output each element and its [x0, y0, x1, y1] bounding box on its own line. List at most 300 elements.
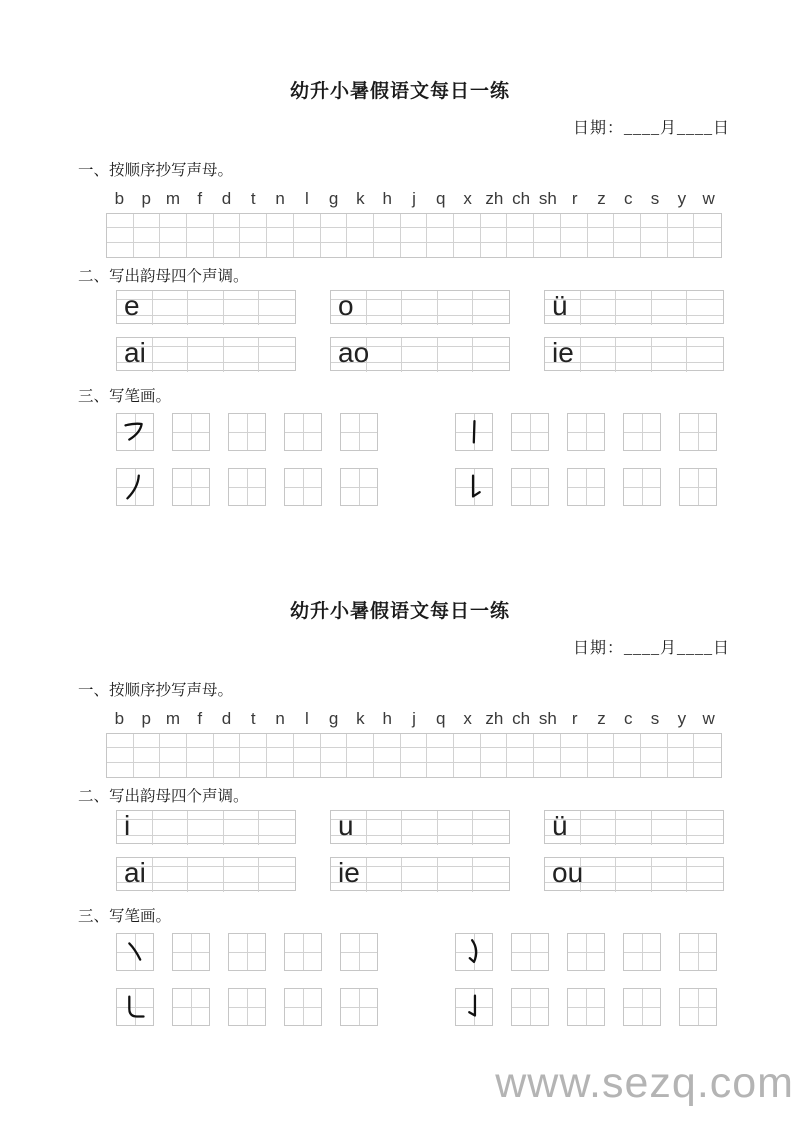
grid-cell [134, 214, 161, 228]
grid-cell [454, 228, 481, 242]
grid-cell [614, 763, 641, 777]
grid-cell [214, 748, 241, 762]
grid-cell [214, 763, 241, 777]
grid-cell [694, 243, 721, 257]
grid-cell [153, 867, 189, 883]
grid-cell [438, 883, 474, 892]
grid-cell [641, 763, 668, 777]
stroke-practice-box [116, 468, 154, 506]
grid-cell [240, 243, 267, 257]
stroke-practice-box [340, 988, 378, 1026]
stroke-box-group [116, 468, 378, 506]
initial-letter: l [304, 189, 309, 208]
grid-cell [401, 228, 428, 242]
grid-cell [321, 748, 348, 762]
grid-cell [581, 316, 617, 325]
stroke-practice-box [340, 468, 378, 506]
stroke-practice-box [284, 468, 322, 506]
grid-cell [367, 300, 403, 316]
grid-cell [438, 867, 474, 883]
grid-cell [687, 883, 723, 892]
grid-cell [187, 748, 214, 762]
grid-cell [259, 867, 295, 883]
grid-cell [652, 338, 688, 347]
grid-cell [153, 347, 189, 363]
grid-cell [153, 338, 189, 347]
grid-cell [561, 734, 588, 748]
grid-cell [616, 883, 652, 892]
initial-letter: b [114, 709, 125, 728]
grid-cell [294, 748, 321, 762]
stroke-practice-box [340, 413, 378, 451]
initial-letter: n [275, 709, 285, 728]
grid-cell [534, 734, 561, 748]
grid-cell [616, 858, 652, 867]
stroke-practice-row [0, 413, 800, 451]
grid-cell [259, 363, 295, 372]
vowel-grid-row [0, 290, 800, 324]
grid-cell [507, 734, 534, 748]
grid-cell [160, 228, 187, 242]
grid-cell [652, 363, 688, 372]
grid-cell [107, 734, 134, 748]
grid-cell [224, 867, 260, 883]
grid-cell [616, 820, 652, 836]
grid-cell [616, 300, 652, 316]
initial-letter: m [165, 709, 181, 728]
grid-cell [652, 300, 688, 316]
initial-letter: zh [485, 189, 504, 208]
grid-cell [294, 763, 321, 777]
date-blank-line: 日期：____月____日 [572, 640, 730, 657]
grid-cell [267, 243, 294, 257]
grid-cell [438, 811, 474, 820]
grid-cell [224, 347, 260, 363]
initial-letter: p [141, 189, 151, 208]
grid-cell [224, 291, 260, 300]
grid-cell [652, 836, 688, 845]
grid-cell [367, 338, 403, 347]
grid-cell [687, 820, 723, 836]
grid-cell [473, 363, 509, 372]
grid-cell [534, 763, 561, 777]
vowel-label: u [338, 810, 354, 841]
grid-cell [581, 291, 617, 300]
initials-letter-row [106, 708, 722, 730]
grid-cell [367, 867, 403, 883]
pinyin-four-line-grid [116, 857, 296, 891]
initial-letter: s [650, 189, 660, 208]
grid-cell [347, 243, 374, 257]
section2-label: 二、写出韵母四个声调。 [78, 788, 249, 805]
initial-letter: q [436, 189, 446, 208]
grid-cell [668, 214, 695, 228]
initial-letter: z [597, 189, 606, 208]
grid-cell [641, 748, 668, 762]
grid-cell [694, 763, 721, 777]
stroke-practice-box [511, 988, 549, 1026]
grid-cell [454, 214, 481, 228]
grid-cell [153, 300, 189, 316]
grid-cell [588, 243, 615, 257]
grid-cell [616, 363, 652, 372]
grid-cell [687, 300, 723, 316]
grid-cell [454, 734, 481, 748]
grid-cell [321, 214, 348, 228]
grid-cell [134, 748, 161, 762]
initial-letter: ch [512, 709, 531, 728]
stroke-practice-box [679, 468, 717, 506]
grid-cell [224, 300, 260, 316]
grid-cell [187, 243, 214, 257]
grid-cell [561, 214, 588, 228]
grid-cell [187, 734, 214, 748]
grid-cell [687, 836, 723, 845]
stroke-practice-box [679, 413, 717, 451]
grid-cell [367, 811, 403, 820]
vowel-label: ao [338, 337, 370, 368]
stroke-practice-box [623, 988, 661, 1026]
grid-cell [240, 748, 267, 762]
grid-cell [534, 243, 561, 257]
stroke-practice-box [172, 988, 210, 1026]
initials-practice-grid [106, 733, 722, 778]
grid-cell [473, 836, 509, 845]
initial-letter: z [597, 709, 606, 728]
grid-cell [214, 228, 241, 242]
grid-cell [117, 836, 153, 845]
grid-cell [367, 347, 403, 363]
grid-cell [438, 316, 474, 325]
grid-cell [687, 338, 723, 347]
shuti-stroke-icon [456, 469, 492, 505]
grid-cell [402, 836, 438, 845]
initial-letter: f [197, 189, 203, 208]
initial-letter: p [141, 709, 151, 728]
initial-letter: l [304, 709, 309, 728]
initial-letter: t [250, 189, 256, 208]
grid-cell [259, 291, 295, 300]
vowel-grid-row [0, 810, 800, 844]
stroke-practice-box [567, 413, 605, 451]
grid-cell [187, 228, 214, 242]
stroke-practice-box [623, 413, 661, 451]
date-blank-line: 日期：____月____日 [572, 120, 730, 137]
grid-cell [588, 748, 615, 762]
grid-cell [188, 820, 224, 836]
grid-cell [153, 858, 189, 867]
grid-cell [687, 316, 723, 325]
initial-letter: b [114, 189, 125, 208]
initial-letter: c [624, 189, 633, 208]
grid-cell [652, 820, 688, 836]
vowel-grid-row [0, 857, 800, 891]
grid-cell [581, 867, 617, 883]
grid-cell [438, 300, 474, 316]
grid-cell [188, 291, 224, 300]
dian-stroke-icon [117, 934, 153, 970]
vowel-label: o [338, 290, 354, 321]
grid-cell [481, 734, 508, 748]
grid-cell [561, 748, 588, 762]
grid-cell [134, 243, 161, 257]
grid-cell [259, 811, 295, 820]
stroke-practice-box [228, 933, 266, 971]
grid-cell [652, 858, 688, 867]
grid-cell [401, 243, 428, 257]
initial-letter: w [702, 709, 715, 728]
pie-stroke-icon [117, 469, 153, 505]
grid-cell [614, 214, 641, 228]
grid-cell [581, 820, 617, 836]
grid-cell [367, 836, 403, 845]
grid-cell [153, 811, 189, 820]
vowel-label: ai [124, 337, 146, 368]
grid-cell [438, 338, 474, 347]
initial-letter: g [328, 189, 339, 208]
grid-cell [534, 214, 561, 228]
initial-letter: d [221, 189, 232, 208]
grid-cell [259, 883, 295, 892]
grid-cell [153, 316, 189, 325]
grid-cell [401, 748, 428, 762]
initial-letter: y [677, 189, 687, 208]
pinyin-four-line-grid [116, 337, 296, 371]
grid-cell [616, 347, 652, 363]
grid-cell [588, 214, 615, 228]
pinyin-four-line-grid [544, 810, 724, 844]
stroke-box-group [455, 933, 717, 971]
grid-cell [616, 867, 652, 883]
vowel-label: e [124, 290, 140, 321]
stroke-practice-box [455, 933, 493, 971]
grid-cell [224, 316, 260, 325]
initial-letter: m [165, 189, 181, 208]
grid-cell [374, 763, 401, 777]
grid-cell [668, 228, 695, 242]
grid-cell [614, 734, 641, 748]
hengpie-stroke-icon [117, 414, 153, 450]
grid-cell [107, 228, 134, 242]
pinyin-four-line-grid [330, 337, 510, 371]
grid-cell [402, 300, 438, 316]
vowel-label: ie [552, 337, 574, 368]
grid-cell [294, 734, 321, 748]
stroke-practice-box [172, 413, 210, 451]
stroke-practice-box [567, 933, 605, 971]
grid-cell [294, 214, 321, 228]
grid-cell [687, 363, 723, 372]
grid-cell [153, 291, 189, 300]
grid-cell [224, 883, 260, 892]
grid-cell [347, 734, 374, 748]
grid-cell [374, 214, 401, 228]
grid-cell [614, 228, 641, 242]
grid-cell [616, 836, 652, 845]
grid-cell [438, 858, 474, 867]
grid-cell [374, 734, 401, 748]
grid-cell [188, 300, 224, 316]
grid-cell [160, 214, 187, 228]
grid-cell [561, 243, 588, 257]
grid-cell [581, 363, 617, 372]
stroke-practice-box [455, 468, 493, 506]
stroke-practice-box [623, 933, 661, 971]
vowel-label: ü [552, 810, 568, 841]
grid-cell [454, 763, 481, 777]
grid-cell [224, 363, 260, 372]
grid-cell [240, 214, 267, 228]
grid-cell [367, 291, 403, 300]
grid-cell [427, 214, 454, 228]
grid-cell [259, 347, 295, 363]
pinyin-four-line-grid [330, 290, 510, 324]
initial-letter: g [328, 709, 339, 728]
stroke-box-group [116, 988, 378, 1026]
stroke-practice-box [116, 988, 154, 1026]
initial-letter: j [412, 709, 416, 728]
grid-cell [534, 228, 561, 242]
grid-cell [259, 300, 295, 316]
initial-letter: sh [538, 709, 557, 728]
grid-cell [507, 748, 534, 762]
initial-letter: k [356, 189, 365, 208]
initial-letter: zh [485, 709, 504, 728]
grid-cell [481, 748, 508, 762]
grid-cell [668, 243, 695, 257]
grid-cell [687, 291, 723, 300]
grid-cell [687, 867, 723, 883]
grid-cell [687, 858, 723, 867]
pinyin-four-line-grid [116, 290, 296, 324]
grid-cell [224, 858, 260, 867]
grid-cell [188, 883, 224, 892]
grid-cell [581, 836, 617, 845]
initial-letter: x [463, 709, 472, 728]
initial-letter: h [382, 189, 392, 208]
grid-cell [581, 300, 617, 316]
grid-cell [641, 734, 668, 748]
initial-letter: y [677, 709, 687, 728]
grid-cell [438, 363, 474, 372]
grid-cell [107, 214, 134, 228]
grid-cell [187, 763, 214, 777]
initial-letter: n [275, 189, 285, 208]
initial-letter: x [463, 189, 472, 208]
grid-cell [473, 867, 509, 883]
grid-cell [259, 836, 295, 845]
pinyin-four-line-grid [330, 810, 510, 844]
initial-letter: q [436, 709, 446, 728]
grid-cell [188, 858, 224, 867]
grid-cell [107, 748, 134, 762]
grid-cell [561, 228, 588, 242]
grid-cell [367, 883, 403, 892]
vowel-label: i [124, 810, 131, 841]
grid-cell [641, 228, 668, 242]
grid-cell [224, 338, 260, 347]
grid-cell [224, 811, 260, 820]
stroke-practice-box [511, 468, 549, 506]
pinyin-four-line-grid [330, 857, 510, 891]
grid-cell [438, 347, 474, 363]
grid-cell [588, 763, 615, 777]
grid-cell [614, 243, 641, 257]
grid-cell [401, 734, 428, 748]
grid-cell [367, 363, 403, 372]
vowel-grid-row [0, 337, 800, 371]
grid-cell [616, 316, 652, 325]
grid-cell [267, 228, 294, 242]
vowel-label: ü [552, 290, 568, 321]
initial-letter: t [250, 709, 256, 728]
grid-cell [267, 748, 294, 762]
stroke-practice-box [228, 988, 266, 1026]
grid-cell [117, 820, 153, 836]
initial-letter: r [571, 709, 578, 728]
grid-cell [160, 734, 187, 748]
grid-cell [402, 363, 438, 372]
grid-cell [438, 836, 474, 845]
grid-cell [153, 820, 189, 836]
grid-cell [481, 243, 508, 257]
grid-cell [188, 867, 224, 883]
grid-cell [481, 214, 508, 228]
grid-cell [454, 243, 481, 257]
grid-cell [427, 734, 454, 748]
grid-cell [402, 883, 438, 892]
grid-cell [614, 748, 641, 762]
stroke-practice-box [455, 988, 493, 1026]
pinyin-four-line-grid [116, 810, 296, 844]
grid-cell [473, 316, 509, 325]
stroke-practice-box [116, 933, 154, 971]
grid-cell [402, 858, 438, 867]
grid-cell [259, 858, 295, 867]
grid-cell [694, 748, 721, 762]
grid-cell [267, 763, 294, 777]
grid-cell [347, 748, 374, 762]
stroke-practice-box [284, 988, 322, 1026]
grid-cell [188, 316, 224, 325]
grid-cell [321, 228, 348, 242]
grid-cell [581, 338, 617, 347]
grid-cell [374, 228, 401, 242]
grid-cell [652, 811, 688, 820]
grid-cell [214, 214, 241, 228]
initial-letter: r [571, 189, 578, 208]
grid-cell [374, 243, 401, 257]
grid-cell [188, 338, 224, 347]
grid-cell [427, 748, 454, 762]
initial-letter: c [624, 709, 633, 728]
grid-cell [267, 214, 294, 228]
wangou-stroke-icon [456, 934, 492, 970]
grid-cell [652, 347, 688, 363]
grid-cell [401, 763, 428, 777]
grid-cell [402, 820, 438, 836]
grid-cell [188, 836, 224, 845]
grid-cell [224, 820, 260, 836]
worksheet-copy-2 [0, 580, 800, 1040]
stroke-practice-box [567, 988, 605, 1026]
grid-cell [259, 316, 295, 325]
grid-cell [321, 763, 348, 777]
grid-cell [588, 734, 615, 748]
section1-label: 一、按顺序抄写声母。 [78, 162, 234, 179]
stroke-practice-box [679, 933, 717, 971]
stroke-practice-box [679, 988, 717, 1026]
